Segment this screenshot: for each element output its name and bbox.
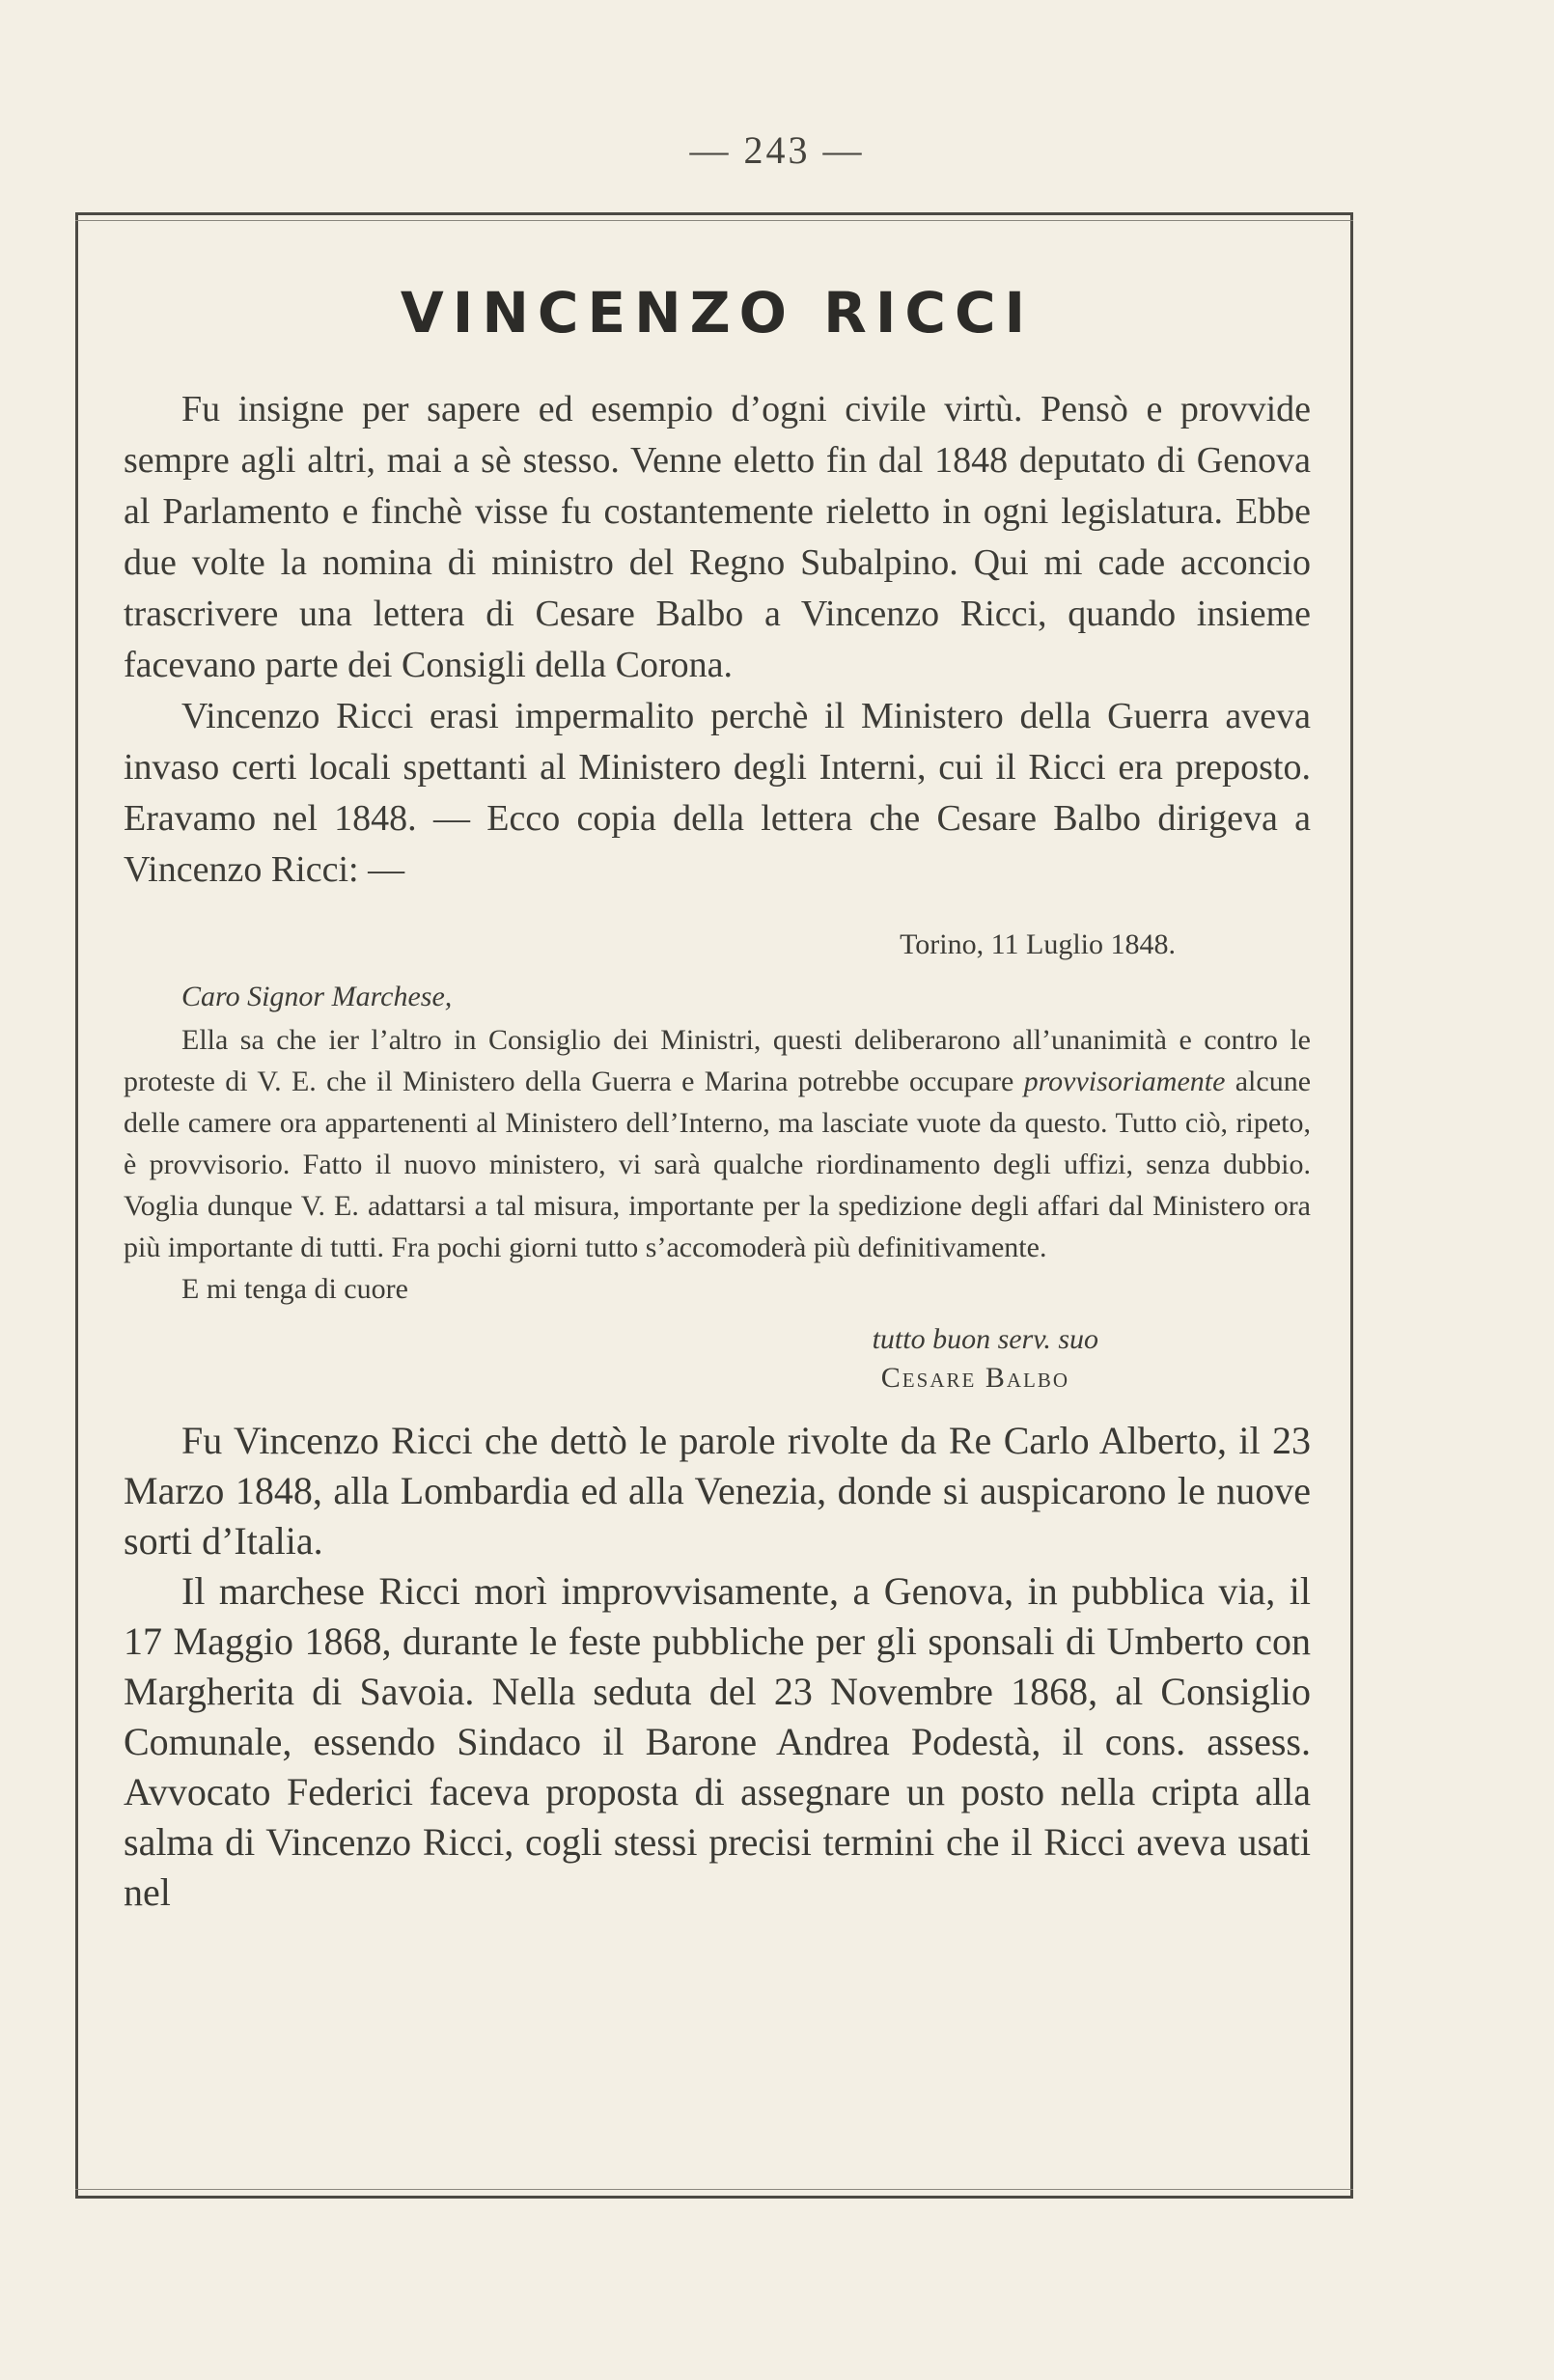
paragraph-context: Vincenzo Ricci erasi impermalito perchè il Ministero della Guerra aveva invaso certi locali spettanti al Ministero degli Interni, cui il Ricci era preposto. Eravamo nel 1848. — Ecco copia della lettera che Cesare Balbo dirigeva a Vincenzo Ricci: —: [124, 696, 1311, 890]
letter-signoff: tutto buon serv. suo: [872, 1323, 1098, 1355]
paragraph-proclamation: Fu Vincenzo Ricci che dettò le parole rivolte da Re Carlo Alberto, il 23 Marzo 1848, alla Lombardia ed alla Venezia, donde si auspicarono le nuove sorti d’Italia.: [124, 1419, 1311, 1563]
letter-closing: E mi tenga di cuore: [181, 1273, 408, 1305]
letter-signature: Cesare Balbo: [880, 1362, 1069, 1394]
letter-body-text-2: alcune delle camere ora appartenenti al Ministero dell’Interno, ma lasciate vuote da questo. Tutto ciò, ripeto, è provvisorio. Fatto il nuovo ministero, vi sarà qualche riordinamento degli uffizi, senza dubbio. Voglia dunque V. E. adattarsi a tal misura, importante per la spedizione degli affari dal Ministero ora più importante di tutti. Fra pochi giorni tutto s’accomoderà più definitivamente.: [124, 1065, 1312, 1263]
frame-bottom-rule: [75, 2189, 1353, 2190]
article-body: [124, 280, 1311, 1918]
letter-body-text-1: Ella sa che ier l’altro in Consiglio dei Ministri, questi deliberarono all’unanimità e contro le proteste di V. E. che il Ministero della Guerra e Marina potrebbe occupare: [124, 1024, 1311, 1097]
page-number: — 243 —: [689, 128, 865, 172]
letter-date: Torino, 11 Luglio 1848.: [900, 928, 1176, 960]
letter-body: [124, 1019, 1311, 1268]
letter-salutation: Caro Signor Marchese,: [181, 981, 453, 1012]
paragraph-intro: Fu insigne per sapere ed esempio d’ogni civile virtù. Pensò e provvide sempre agli altri, mai a sè stesso. Venne eletto fin dal 1848 deputato di Genova al Parlamento e finchè visse fu costantemente rieletto in ogni legislatura. Ebbe due volte la nomina di ministro del Regno Subalpino. Qui mi cade acconcio trascrivere una lettera di Cesare Balbo a Vincenzo Ricci, quando insieme facevano parte dei Consigli della Corona.: [124, 389, 1311, 685]
frame-top-rule: [75, 220, 1353, 221]
article-heading: VINCENZO RICCI: [400, 280, 1035, 346]
paragraph-death: Il marchese Ricci morì improvvisamente, a Genova, in pubblica via, il 17 Maggio 1868, durante le feste pubbliche per gli sponsali di Umberto con Margherita di Savoia. Nella seduta del 23 Novembre 1868, al Consiglio Comunale, essendo Sindaco il Barone Andrea Podestà, il cons. assess. Avvocato Federici faceva proposta di assegnare un posto nella cripta alla salma di Vincenzo Ricci, cogli stessi precisi termini che il Ricci aveva usati nel: [124, 1569, 1311, 1914]
quoted-letter: [124, 928, 1311, 1395]
letter-body-emphasis: provvisoriamente: [1023, 1065, 1226, 1097]
